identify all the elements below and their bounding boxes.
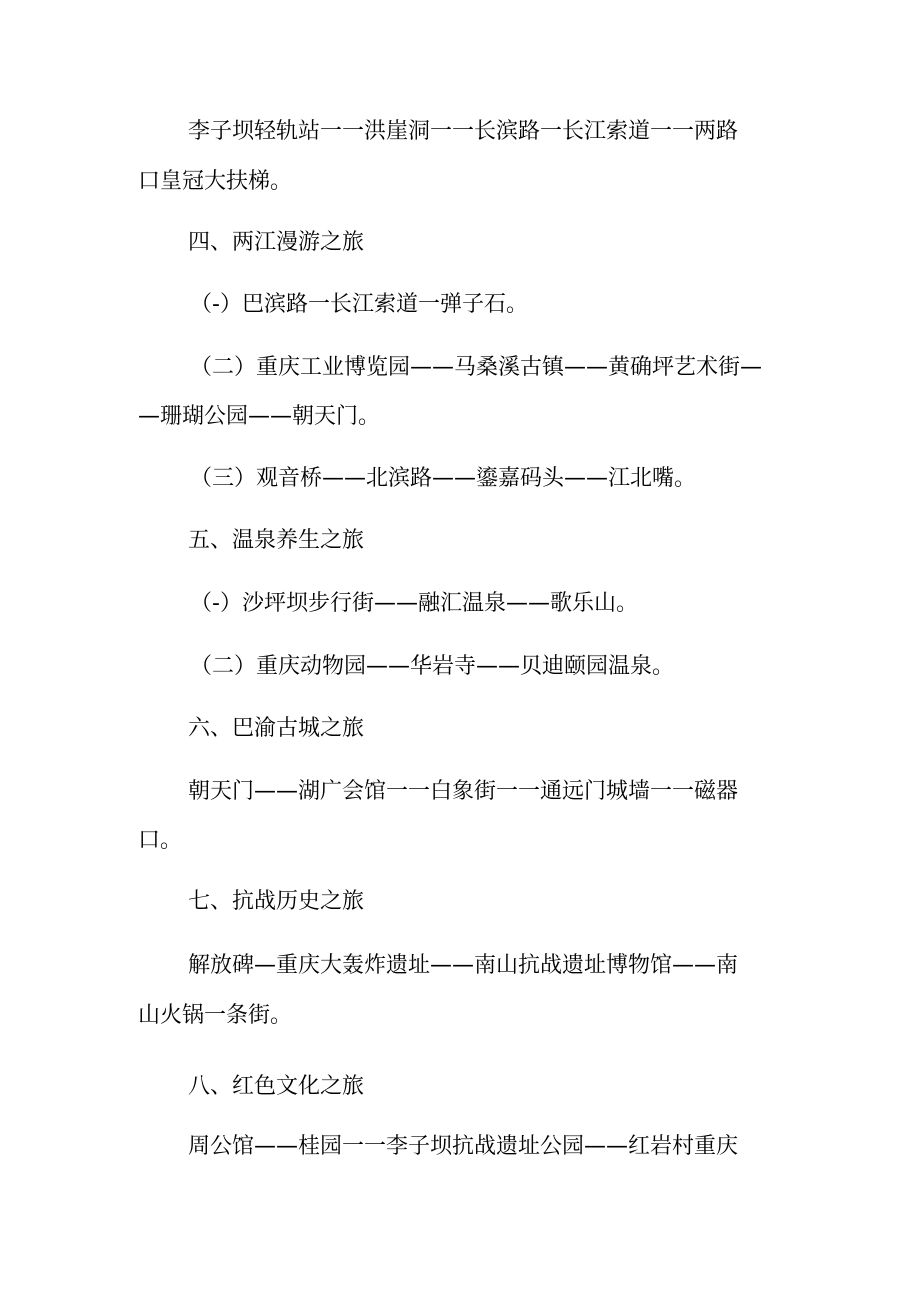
paragraph-line: 口皇冠大扶梯。 xyxy=(138,169,293,194)
section-heading: 五、温泉养生之旅 xyxy=(188,528,365,553)
route-item: （二）重庆动物园——华岩寺——贝迪颐园温泉。 xyxy=(190,654,675,679)
paragraph-line: 李子坝轻轨站一一洪崖洞一一长滨路一长江索道一一两路 xyxy=(188,119,739,144)
section-heading: 四、两江漫游之旅 xyxy=(188,230,365,255)
section-heading: 八、红色文化之旅 xyxy=(188,1074,365,1099)
section-heading: 七、抗战历史之旅 xyxy=(188,889,365,914)
route-item: （-）巴滨路一长江索道一弹子石。 xyxy=(190,292,528,317)
route-item: （二）重庆工业博览园——马桑溪古镇——黄确坪艺术街— xyxy=(190,355,763,380)
paragraph-line: 解放碑—重庆大轰炸遗址——南山抗战遗址博物馆——南 xyxy=(188,953,739,978)
route-item: （三）观音桥——北滨路——鎏嘉码头——江北嘴。 xyxy=(190,466,697,491)
paragraph-line: 口。 xyxy=(138,828,183,853)
paragraph-line: 山火锅一条街。 xyxy=(138,1003,293,1028)
route-item: （-）沙坪坝步行街——融汇温泉——歌乐山。 xyxy=(190,591,638,616)
paragraph-line: 朝天门——湖广会馆一一白象街一一通远门城墙一一磁器 xyxy=(188,779,739,804)
route-item-continued: —珊瑚公园——朝天门。 xyxy=(138,404,381,429)
section-heading: 六、巴渝古城之旅 xyxy=(188,716,365,741)
paragraph-line: 周公馆——桂园一一李子坝抗战遗址公园——红岩村重庆 xyxy=(188,1134,739,1159)
